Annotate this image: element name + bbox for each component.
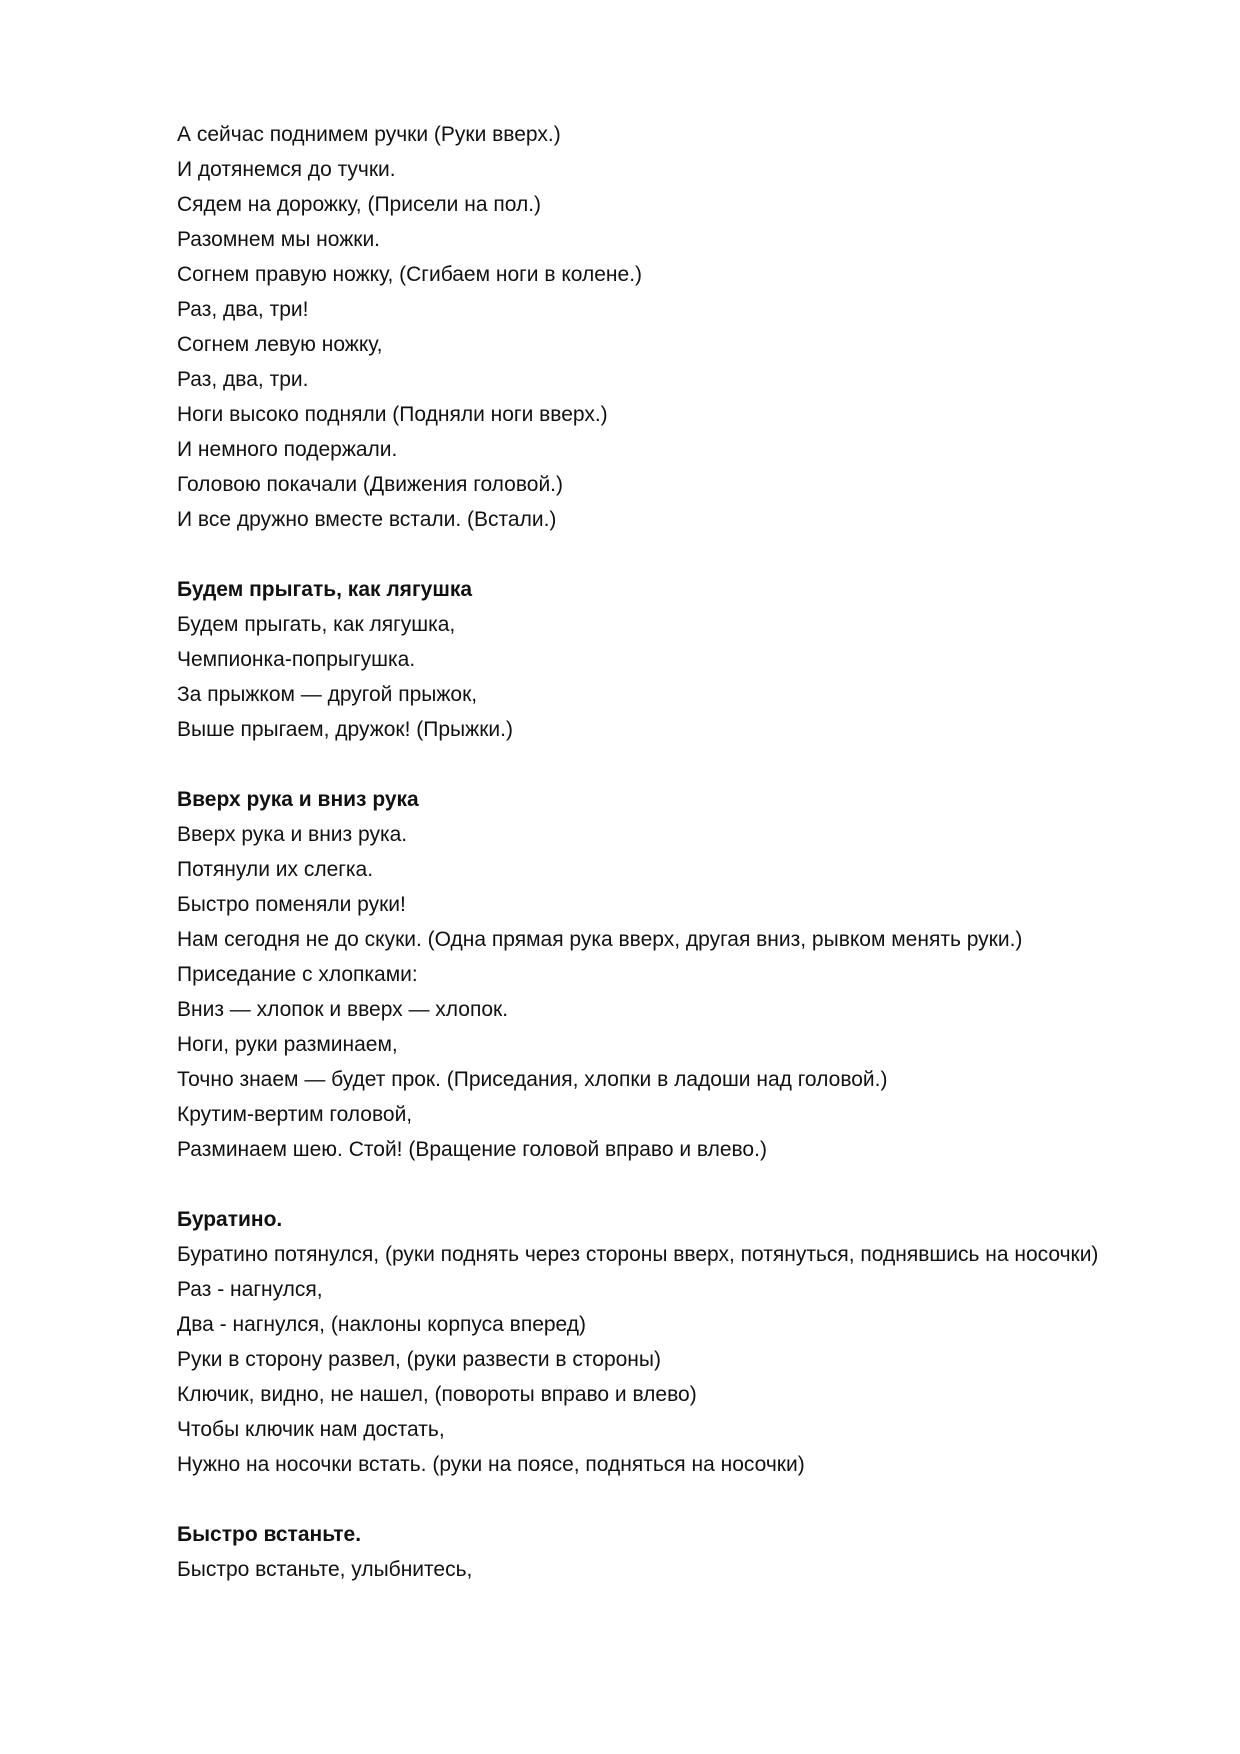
paragraph-gap: [177, 747, 1137, 782]
section-frog: [177, 572, 1137, 747]
text-line: Будем прыгать, как лягушка,: [177, 613, 456, 636]
text-line: Ключик, видно, не нашел, (повороты вправо и влево): [177, 1383, 697, 1406]
text-line: Быстро встаньте, улыбнитесь,: [177, 1558, 473, 1581]
text-line: Чемпионка-попрыгушка.: [177, 648, 416, 671]
text-line: Вниз — хлопок и вверх — хлопок.: [177, 998, 509, 1021]
text-line: Ноги высоко подняли (Подняли ноги вверх.): [177, 403, 608, 426]
text-line: Приседание с хлопками:: [177, 963, 418, 986]
text-line: Сядем на дорожку, (Присели на пол.): [177, 193, 542, 216]
text-line: Крутим-вертим головой,: [177, 1103, 413, 1126]
section-heading: Вверх рука и вниз рука: [177, 788, 419, 811]
paragraph-gap: [177, 1482, 1137, 1517]
paragraph-gap: [177, 537, 1137, 572]
text-line: Разминаем шею. Стой! (Вращение головой вправо и влево.): [177, 1138, 767, 1161]
document-page: [177, 117, 1137, 1587]
section-heading: Будем прыгать, как лягушка: [177, 578, 473, 601]
text-line: Нужно на носочки встать. (руки на поясе, подняться на носочки): [177, 1453, 805, 1476]
text-line: Быстро поменяли руки!: [177, 893, 406, 916]
text-line: Чтобы ключик нам достать,: [177, 1418, 445, 1441]
text-line: И дотянемся до тучки.: [177, 158, 396, 181]
text-line: Согнем левую ножку,: [177, 333, 383, 356]
text-line: Ноги, руки разминаем,: [177, 1033, 398, 1056]
section-heading: Буратино.: [177, 1208, 283, 1231]
text-line: Разомнем мы ножки.: [177, 228, 381, 251]
text-line: Согнем правую ножку, (Сгибаем ноги в колене.): [177, 263, 643, 286]
text-line: А сейчас поднимем ручки (Руки вверх.): [177, 123, 561, 146]
text-line: Раз, два, три!: [177, 298, 309, 321]
text-line: Два - нагнулся, (наклоны корпуса вперед): [177, 1313, 587, 1336]
text-line: Раз - нагнулся,: [177, 1278, 323, 1301]
text-line: Выше прыгаем, дружок! (Прыжки.): [177, 718, 513, 741]
text-line: За прыжком — другой прыжок,: [177, 683, 478, 706]
section-intro: [177, 117, 1137, 537]
section-buratino: [177, 1202, 1137, 1482]
text-line: Нам сегодня не до скуки. (Одна прямая рука вверх, другая вниз, рывком менять руки.): [177, 928, 1023, 951]
section-heading: Быстро встаньте.: [177, 1523, 362, 1546]
text-line: И все дружно вместе встали. (Встали.): [177, 508, 557, 531]
text-line: Вверх рука и вниз рука.: [177, 823, 408, 846]
text-line: Руки в сторону развел, (руки развести в стороны): [177, 1348, 661, 1371]
text-line: Потянули их слегка.: [177, 858, 374, 881]
text-line: Точно знаем — будет прок. (Приседания, хлопки в ладоши над головой.): [177, 1068, 888, 1091]
text-line: И немного подержали.: [177, 438, 398, 461]
section-arms: [177, 782, 1137, 1167]
text-line: Головою покачали (Движения головой.): [177, 473, 563, 496]
text-line: Раз, два, три.: [177, 368, 309, 391]
paragraph-gap: [177, 1167, 1137, 1202]
text-line: Буратино потянулся, (руки поднять через стороны вверх, потянуться, поднявшись на носочки): [177, 1243, 1099, 1266]
section-stand-up: [177, 1517, 1137, 1587]
